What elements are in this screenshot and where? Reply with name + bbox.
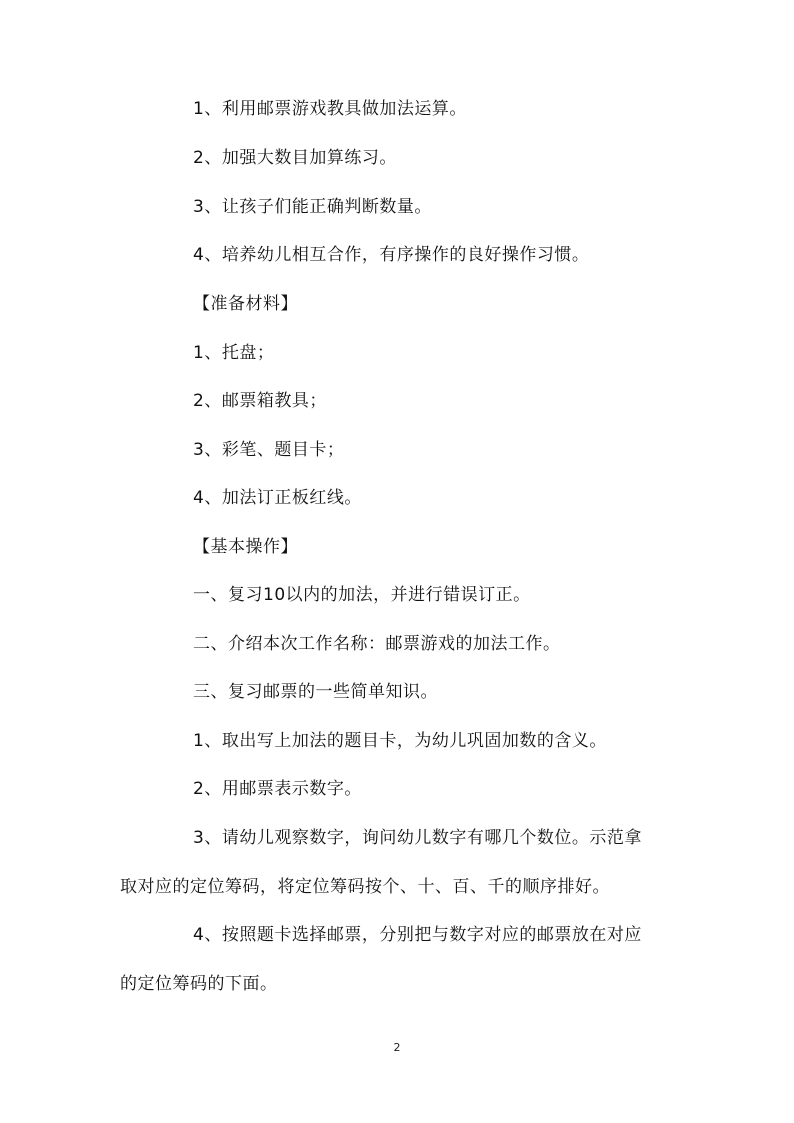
material-3: 3、彩笔、题目卡； xyxy=(193,440,345,460)
material-1: 1、托盘； xyxy=(193,343,275,363)
page-number: 2 xyxy=(393,1041,401,1054)
objective-1: 1、利用邮票游戏教具做加法运算。 xyxy=(193,99,467,119)
substep-1: 1、取出写上加法的题目卡，为幼儿巩固加数的含义。 xyxy=(193,731,607,751)
objective-4: 4、培养幼儿相互合作，有序操作的良好操作习惯。 xyxy=(193,245,590,265)
substep-3-line-1: 3、请幼儿观察数字，询问幼儿数字有哪几个数位。示范拿 xyxy=(193,828,642,848)
procedure-step-3: 三、复习邮票的一些简单知识。 xyxy=(193,682,438,702)
procedure-step-1: 一、复习10以内的加法，并进行错误订正。 xyxy=(193,585,531,605)
section-heading-procedure: 【基本操作】 xyxy=(193,537,298,557)
substep-3-line-2: 取对应的定位筹码，将定位筹码按个、十、百、千的顺序排好。 xyxy=(120,877,610,897)
substep-4-line-2: 的定位筹码的下面。 xyxy=(120,974,278,994)
material-4: 4、加法订正板红线。 xyxy=(193,488,362,508)
substep-4-line-1: 4、按照题卡选择邮票，分别把与数字对应的邮票放在对应 xyxy=(193,925,642,945)
objective-2: 2、加强大数目加算练习。 xyxy=(193,148,397,168)
procedure-step-2: 二、介绍本次工作名称：邮票游戏的加法工作。 xyxy=(193,634,561,654)
material-2: 2、邮票箱教具； xyxy=(193,391,327,411)
section-heading-materials: 【准备材料】 xyxy=(193,294,298,314)
substep-2: 2、用邮票表示数字。 xyxy=(193,779,362,799)
objective-3: 3、让孩子们能正确判断数量。 xyxy=(193,197,432,217)
